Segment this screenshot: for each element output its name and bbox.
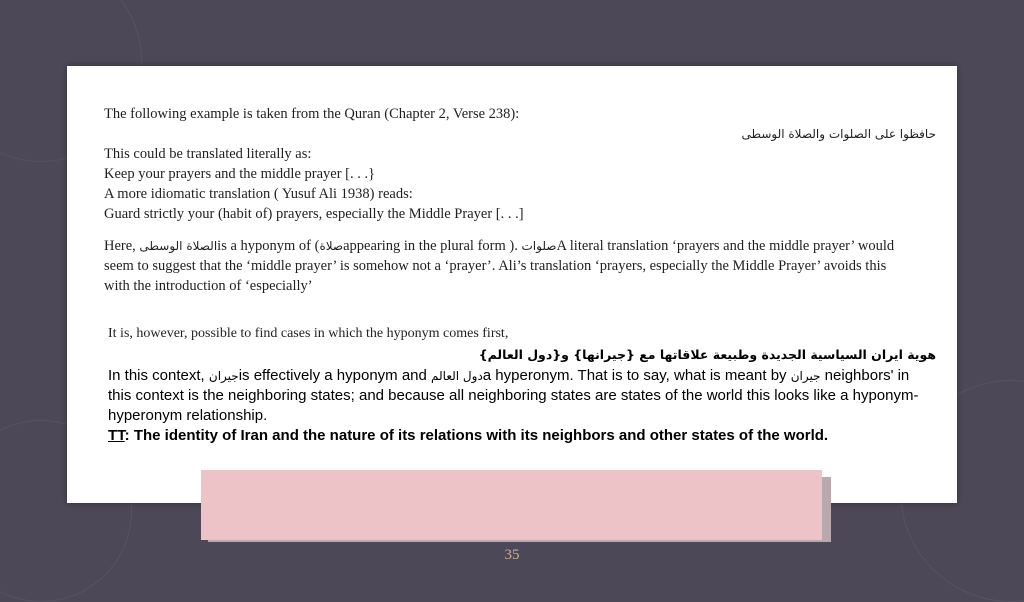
page-number: 35 <box>504 547 520 563</box>
idiomatic-translation: Guard strictly your (habit of) prayers, especially the Middle Prayer [. . .] <box>104 206 524 222</box>
slide-content-card <box>67 66 957 503</box>
literal-translation: Keep your prayers and the middle prayer [. . .} <box>104 166 376 182</box>
tt-label: TT <box>108 427 125 444</box>
target-text-line: TT: The identity of Iran and the nature of its relations with its neighbors and other states of the world. <box>108 427 829 444</box>
arabic-heading: هوية ايران السياسية الجديدة وطبيعة علاقاتها مع {جيرانها} و{دول العالم} <box>478 347 936 362</box>
quran-example-block <box>104 104 936 296</box>
here-paragraph: Here, الصلاة الوسطىis a hyponym of (صلاةappearing in the plural form ). صلواتA literal translation ‘prayers and the middle prayer’ would seem to suggest that the ‘middle prayer’ is somehow not a ‘prayer’. Ali’s translation ‘prayers, especially the Middle Prayer’ avoids this with the introduction of ‘especially’ <box>104 238 895 294</box>
arabic-term-middle-prayer: الصلاة الوسطى <box>139 239 218 253</box>
pink-box <box>201 470 822 540</box>
arabic-verse: حافظوا على الصلوات والصلاة الوسطى <box>741 127 936 141</box>
second-example-block <box>108 324 936 446</box>
literal-intro-line: This could be translated literally as: <box>104 146 312 162</box>
tt-translation: The identity of Iran and the nature of its relations with its neighbors and other states of the world. <box>133 427 829 444</box>
arabic-term-prayer: صلاة <box>319 239 344 253</box>
arabic-term-neighbors: جيران <box>208 369 239 383</box>
arabic-term-neighbors-2: جيران <box>790 369 821 383</box>
intro-line: The following example is taken from the Quran (Chapter 2, Verse 238): <box>104 106 520 122</box>
arabic-term-prayers: صلوات <box>521 239 557 253</box>
context-paragraph: In this context, جيرانis effectively a hyponym and دول العالمa hyperonym. That is to say, what is meant by جيران neighbors' in this context is the neighboring states; and because all neighboring states are states of the world this looks like a hyponym-hyperonym relationship. <box>108 367 919 424</box>
hyponym-first-intro: It is, however, possible to find cases in which the hyponym comes first, <box>108 326 509 341</box>
idiomatic-intro-line: A more idiomatic translation ( Yusuf Ali 1938) reads: <box>104 186 413 202</box>
arabic-term-world-states: دول العالم <box>431 369 483 383</box>
